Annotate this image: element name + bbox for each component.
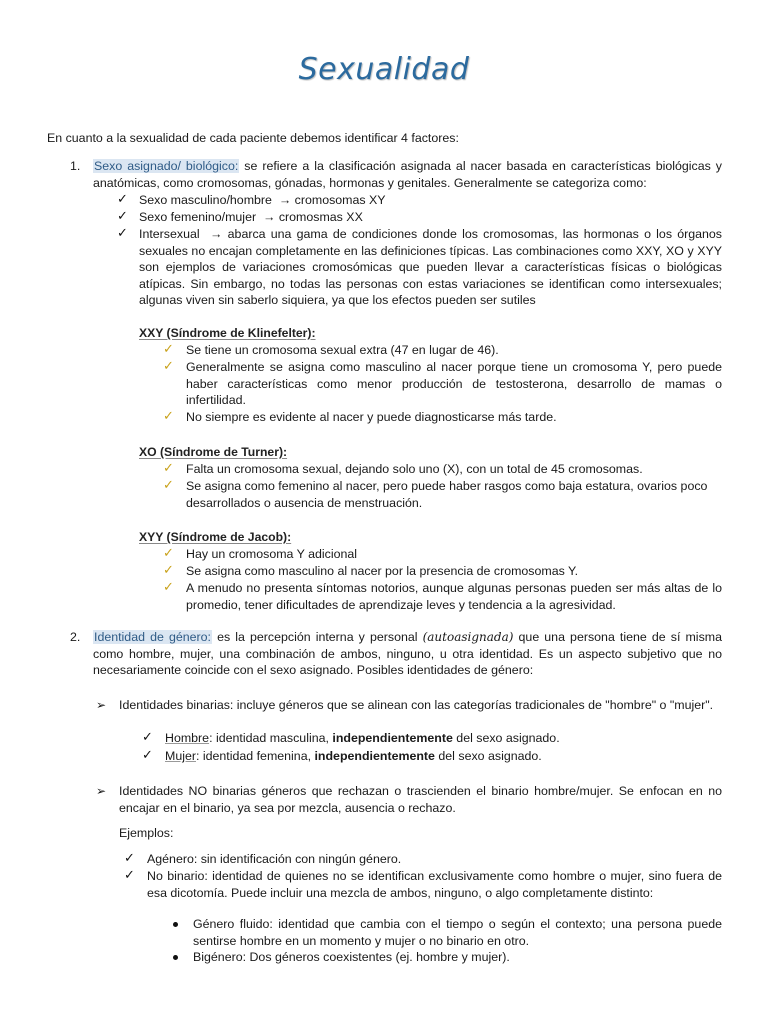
binary-item bbox=[165, 730, 715, 747]
syndrome-point: Hay un cromosoma Y adicional bbox=[186, 547, 358, 561]
check-icon: ✓ bbox=[163, 478, 174, 493]
item-label: Sexo femenino/mujer bbox=[139, 210, 257, 224]
binary-desc-end: del sexo asignado. bbox=[434, 749, 542, 763]
pointer-arrow-icon: ➢ bbox=[96, 784, 107, 798]
binary-term: Mujer bbox=[165, 749, 196, 763]
section-2-text-b: que una persona tiene de sí misma como hombre, mujer, una combinación de ambos, ninguno, u otra identidad. Es un aspecto subjetivo que no necesariamente coincide con el sexo asignado. Posibles identidades de género: bbox=[93, 630, 722, 677]
nonbinary-example: No binario: identidad de quienes no se identifican exclusivamente como hombre o mujer, sino fuera de esa dicotomía. Puede incluir una mezcla de ambos, ninguno, o algo completamente distinto: bbox=[147, 869, 722, 900]
section-1-term: Sexo asignado/ biológico: bbox=[94, 159, 239, 173]
item-result: abarca una gama de condiciones donde los cromosomas, las hormonas o los órganos sexuales no encajan completamente en las definiciones típicas. Las combinaciones como XXY, XO y XYY son ejemplos de variaciones cromosómicas que pueden llevar a características físicas o biológicas atípicas. Sin embargo, no todas las personas con estas variaciones se identifican como intersexuales; algunas viven sin saberlo siquiera, ya que los efectos pueden ser sutiles bbox=[139, 227, 723, 307]
check-icon: ✓ bbox=[163, 563, 174, 578]
item-result: cromosomas XY bbox=[294, 193, 386, 207]
check-icon: ✓ bbox=[163, 409, 174, 424]
check-icon: ✓ bbox=[117, 226, 128, 241]
check-icon: ✓ bbox=[117, 192, 128, 207]
syndrome-heading-xxy: XXY (Síndrome de Klinefelter): bbox=[139, 326, 316, 340]
section-1-text: se refiere a la clasificación asignada al nacer basada en características biológicas y anatómicas, como cromosomas, gónadas, hormonas y genitales. Generalmente se categoriza como: bbox=[93, 159, 722, 190]
section-1-paragraph bbox=[93, 158, 722, 191]
item-result: cromosmas XX bbox=[278, 210, 363, 224]
binary-desc: : identidad femenina, bbox=[195, 749, 315, 763]
check-icon: ✓ bbox=[163, 580, 174, 595]
bullet-icon bbox=[173, 922, 178, 927]
syndrome-point: Generalmente se asigna como masculino al nacer porque tiene un cromosoma Y, pero puede haber características como menor producción de testosterona, desarrollo de mamas o infertilidad. bbox=[186, 360, 722, 407]
section-2-text-a: es la percepción interna y personal bbox=[217, 630, 418, 644]
nonbinary-sub-example: Género fluido: identidad que cambia con el tiempo o según el contexto; una persona puede sentirse hombre en un momento y mujer o no binario en otro. bbox=[193, 917, 722, 948]
examples-label: Ejemplos: bbox=[119, 826, 174, 840]
binary-desc-end: del sexo asignado. bbox=[452, 731, 560, 745]
page-title: Sexualidad bbox=[298, 52, 470, 87]
check-icon: ✓ bbox=[117, 209, 128, 224]
section-2-number: 2. bbox=[70, 630, 81, 644]
arrow-right-icon: → bbox=[278, 193, 292, 207]
syndrome-heading-xyy: XYY (Síndrome de Jacob): bbox=[139, 530, 292, 544]
section-2-paragraph bbox=[93, 629, 722, 679]
syndrome-point: Se tiene un cromosoma sexual extra (47 en lugar de 46). bbox=[186, 343, 499, 357]
item-label: Sexo masculino/hombre bbox=[139, 193, 272, 207]
syndrome-point: Se asigna como masculino al nacer por la presencia de cromosomas Y. bbox=[186, 564, 579, 578]
check-icon: ✓ bbox=[163, 359, 174, 374]
arrow-right-icon: → bbox=[210, 227, 223, 241]
syndrome-point: Se asigna como femenino al nacer, pero puede haber rasgos como baja estatura, ovarios poco desarrollados o ausencia de menstruación. bbox=[186, 479, 708, 510]
section-1-number: 1. bbox=[70, 159, 81, 173]
check-icon: ✓ bbox=[163, 461, 174, 476]
check-icon: ✓ bbox=[124, 851, 135, 866]
check-icon: ✓ bbox=[163, 546, 174, 561]
check-icon: ✓ bbox=[163, 342, 174, 357]
check-icon: ✓ bbox=[142, 748, 153, 763]
section-1-item bbox=[139, 226, 722, 309]
arrow-right-icon: → bbox=[262, 210, 276, 224]
check-icon: ✓ bbox=[124, 868, 135, 883]
syndrome-point: No siempre es evidente al nacer y puede diagnosticarse más tarde. bbox=[186, 410, 557, 424]
syndrome-point: Falta un cromosoma sexual, dejando solo uno (X), con un total de 45 cromosomas. bbox=[186, 462, 643, 476]
item-label: Intersexual bbox=[139, 227, 200, 241]
nonbinary-sub-example: Bigénero: Dos géneros coexistentes (ej. hombre y mujer). bbox=[193, 950, 510, 964]
pointer-arrow-icon: ➢ bbox=[96, 698, 107, 712]
syndrome-point: A menudo no presenta síntomas notorios, aunque algunas personas pueden ser más altas de lo promedio, tener dificultades de aprendizaje leves y tendencia a la agresividad. bbox=[186, 581, 722, 612]
binary-term: Hombre bbox=[165, 731, 210, 745]
binary-bold: independientemente bbox=[332, 731, 453, 745]
binary-item bbox=[165, 748, 715, 765]
bullet-icon bbox=[173, 955, 178, 960]
section-2-parenthetical: (autoasignada) bbox=[422, 630, 514, 644]
binary-identities-text: Identidades binarias: incluye géneros que se alinean con las categorías tradicionales de "hombre" o "mujer". bbox=[119, 698, 714, 712]
syndrome-heading-xo: XO (Síndrome de Turner): bbox=[139, 445, 288, 459]
section-2-term: Identidad de género: bbox=[94, 630, 211, 644]
nonbinary-example: Agénero: sin identificación con ningún género. bbox=[147, 852, 402, 866]
binary-desc: : identidad masculina, bbox=[209, 731, 333, 745]
section-1-item bbox=[139, 209, 719, 226]
nonbinary-identities-text: Identidades NO binarias géneros que rechazan o trascienden el binario hombre/mujer. Se enfocan en no encajar en el binario, ya sea por mezcla, ausencia o rechazo. bbox=[119, 784, 722, 815]
binary-bold: independientemente bbox=[314, 749, 435, 763]
check-icon: ✓ bbox=[142, 730, 153, 745]
intro-text: En cuanto a la sexualidad de cada paciente debemos identificar 4 factores: bbox=[47, 131, 459, 145]
section-1-item bbox=[139, 192, 719, 209]
